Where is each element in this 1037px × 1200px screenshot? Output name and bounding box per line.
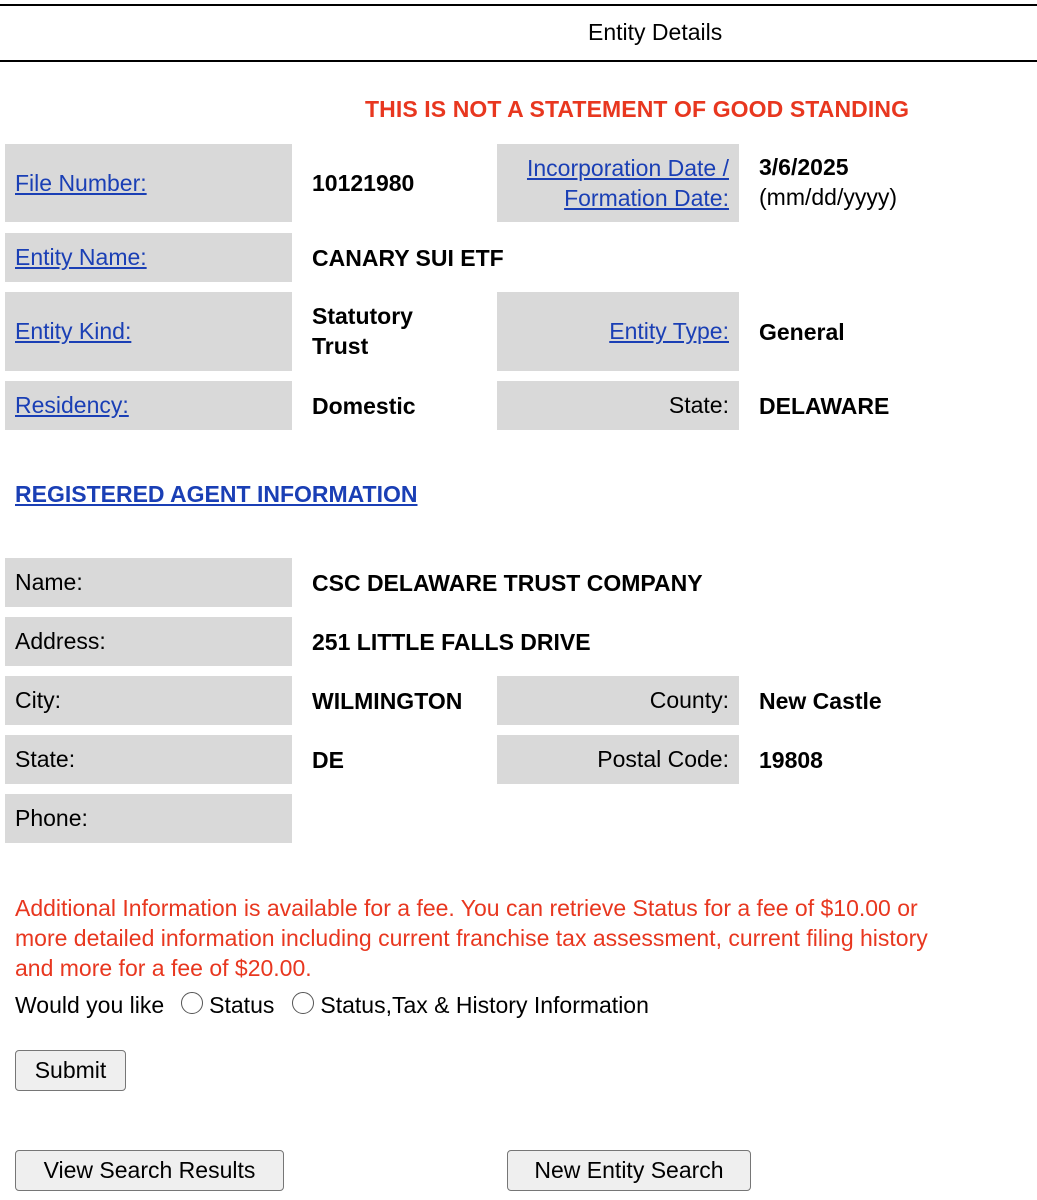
agent-county-value: New Castle	[759, 687, 882, 714]
entity-name-value: CANARY SUI ETF	[312, 244, 504, 271]
inc-date-label-line2: Formation Date:	[564, 185, 729, 211]
inc-date-label-line1: Incorporation Date /	[526, 155, 729, 181]
entity-type-label-cell	[497, 292, 739, 371]
agent-postal-value: 19808	[759, 746, 823, 773]
entity-kind-value	[312, 301, 413, 361]
agent-state-label: State:	[15, 746, 76, 772]
agent-name-label: Name:	[15, 569, 83, 595]
agent-city-value: WILMINGTON	[312, 687, 463, 714]
entity-state-value: DELAWARE	[759, 392, 890, 419]
agent-name-label-cell	[5, 558, 292, 607]
agent-name-value: CSC DELAWARE TRUST COMPANY	[312, 569, 703, 596]
entity-kind-line2: Trust	[312, 333, 369, 359]
agent-address-label-cell	[5, 617, 292, 666]
view-search-results-button[interactable]: View Search Results	[15, 1150, 284, 1191]
entity-name-label-cell	[5, 233, 292, 282]
additional-info-notice	[15, 893, 1030, 983]
residency-label-cell	[5, 381, 292, 430]
file-number-value: 10121980	[312, 170, 415, 196]
entity-type-value: General	[759, 318, 845, 345]
status-radio-label: Status	[209, 992, 275, 1018]
entity-state-label-cell	[497, 381, 739, 430]
header-bottom-rule	[0, 60, 1037, 62]
entity-kind-label-cell	[5, 292, 292, 371]
page-title: Entity Details	[588, 19, 723, 45]
agent-postal-label: Postal Code:	[597, 746, 729, 772]
header-top-rule	[0, 4, 1037, 6]
entity-name-link[interactable]: Entity Name:	[15, 244, 147, 270]
agent-address-label: Address:	[15, 628, 106, 654]
inc-date-value-group	[759, 152, 897, 212]
fee-line-1: Additional Information is available for a fee. You can retrieve Status for a fee of $10.00 or	[15, 895, 918, 921]
inc-date-link[interactable]	[527, 153, 729, 213]
fee-line-3: and more for a fee of $20.00.	[15, 955, 312, 981]
file-number-label-cell	[5, 144, 292, 222]
new-entity-search-button[interactable]: New Entity Search	[507, 1150, 751, 1191]
status-tax-history-label: Status,Tax & History Information	[320, 992, 649, 1018]
entity-kind-line1: Statutory	[312, 303, 413, 329]
inc-date-value: 3/6/2025	[759, 154, 849, 180]
residency-link[interactable]: Residency:	[15, 392, 129, 418]
file-number-link[interactable]: File Number:	[15, 169, 147, 196]
info-options-row	[15, 990, 649, 1020]
registered-agent-heading-link[interactable]: REGISTERED AGENT INFORMATION	[15, 481, 418, 507]
agent-phone-label-cell	[5, 794, 292, 843]
agent-state-label-cell	[5, 735, 292, 784]
agent-county-label-cell	[497, 676, 739, 725]
entity-state-label: State:	[668, 392, 729, 418]
status-radio[interactable]	[181, 992, 203, 1014]
status-tax-history-radio[interactable]	[292, 992, 314, 1014]
agent-state-value: DE	[312, 746, 344, 773]
entity-type-link[interactable]: Entity Type:	[609, 318, 729, 344]
agent-city-label-cell	[5, 676, 292, 725]
submit-button[interactable]: Submit	[15, 1050, 126, 1091]
agent-phone-label: Phone:	[15, 805, 88, 831]
agent-address-value: 251 LITTLE FALLS DRIVE	[312, 628, 591, 655]
agent-city-label: City:	[15, 687, 61, 713]
inc-date-format: (mm/dd/yyyy)	[759, 184, 897, 210]
options-prompt: Would you like	[15, 992, 165, 1018]
good-standing-warning: THIS IS NOT A STATEMENT OF GOOD STANDING	[365, 96, 910, 122]
residency-value: Domestic	[312, 392, 416, 419]
agent-postal-label-cell	[497, 735, 739, 784]
fee-line-2: more detailed information including current franchise tax assessment, current filing history	[15, 925, 928, 951]
agent-county-label: County:	[649, 687, 729, 713]
entity-kind-link[interactable]: Entity Kind:	[15, 318, 132, 344]
inc-date-label-cell	[497, 144, 739, 222]
